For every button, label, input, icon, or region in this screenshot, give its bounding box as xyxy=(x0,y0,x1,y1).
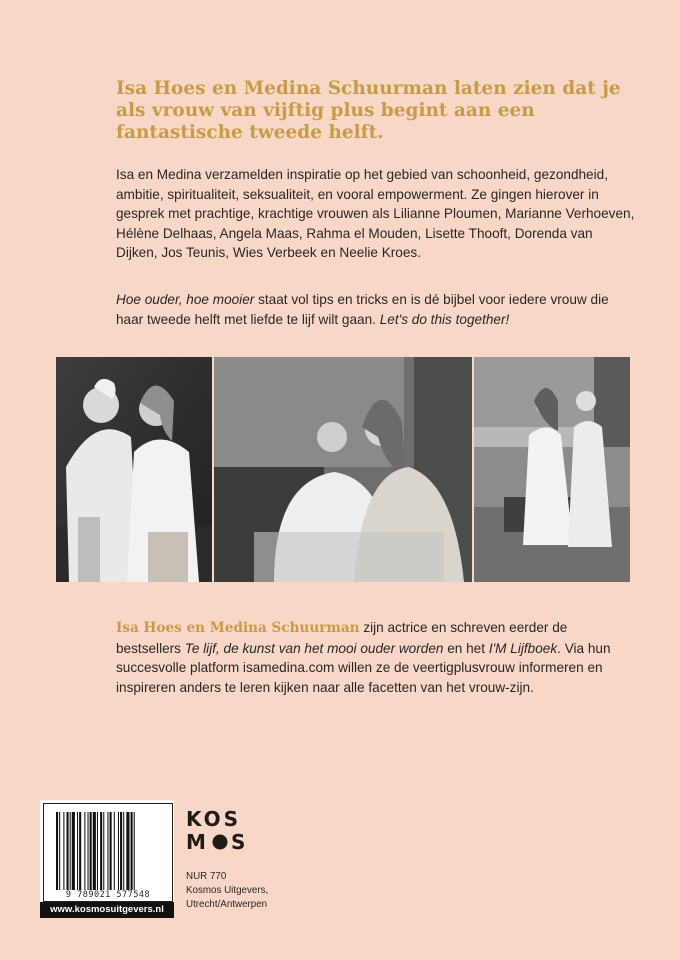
logo-line2-left: M xyxy=(186,830,206,851)
bio-part2: en het xyxy=(443,640,489,656)
barcode-bar xyxy=(79,812,81,890)
bio-part1: zijn actrice en schreven eerder de bestsellers xyxy=(116,620,568,656)
barcode-block xyxy=(40,800,174,918)
publisher-url: www.kosmosuitgevers.nl xyxy=(40,902,174,918)
publisher-city: Utrecht/Antwerpen xyxy=(186,898,268,910)
previous-book-2: I'M Lijfboek xyxy=(488,640,558,656)
barcode-bar xyxy=(107,812,108,890)
photo-strip xyxy=(56,357,630,582)
barcode-bar xyxy=(77,812,78,890)
barcode-bar xyxy=(59,812,60,890)
logo-line1: KOS xyxy=(186,807,242,831)
barcode-bar xyxy=(63,812,64,890)
barcode-bar xyxy=(84,812,85,890)
barcode-bar xyxy=(70,812,71,890)
quote-paragraph xyxy=(116,290,636,329)
barcode-bar xyxy=(131,812,133,890)
barcode-bar xyxy=(126,812,129,890)
intro-paragraph: Isa en Medina verzamelden inspiratie op het gebied van schoonheid, gezondheid, ambitie, spiritualiteit, seksualiteit, en vooral empowerment. Ze gingen hierover in gesprek met prachtige, krachtige vrouwen als Lilianne Ploumen, Marianne Verhoeven, Hélène Delhaas, Angela Maas, Rahma el Mouden, Lisette Thooft, Dorenda van Dijken, Jos Teunis, Wies Verbeek en Neelie Kroes. xyxy=(116,167,635,260)
barcode-bar xyxy=(90,812,92,890)
kosmos-logo xyxy=(186,807,256,851)
headline: Isa Hoes en Medina Schuurman laten zien dat je als vrouw van vijftig plus begint aan een fantastische tweede helft. xyxy=(116,78,621,143)
barcode-bar xyxy=(118,812,119,890)
barcode-bar xyxy=(103,812,104,890)
barcode-bar xyxy=(120,812,122,890)
barcode-frame xyxy=(43,803,173,902)
barcode-bar xyxy=(100,812,102,890)
bio-part3: . Via hun succesvolle platform isamedina.com willen ze de veertigplusvrouw informeren en inspireren anders te leren kijken naar alle facetten van het vrouw-zijn. xyxy=(116,640,611,695)
logo-dot xyxy=(213,835,228,850)
author-photo-left xyxy=(56,357,212,582)
barcode-bar xyxy=(134,812,135,890)
author-names: Isa Hoes en Medina Schuurman xyxy=(116,620,360,636)
barcode-bar xyxy=(67,812,69,890)
previous-book-1: Te lijf, de kunst van het mooi ouder worden xyxy=(184,640,444,656)
publisher-info xyxy=(186,870,346,911)
barcode-bar xyxy=(56,812,58,890)
barcode-bar xyxy=(72,812,75,890)
barcode-bars xyxy=(56,812,162,890)
author-photo-middle xyxy=(214,357,472,582)
publisher-name: Kosmos Uitgevers, xyxy=(186,884,269,896)
quote-closing: Let's do this together! xyxy=(379,311,510,327)
barcode-bar xyxy=(88,812,89,890)
logo-line2-right: S xyxy=(231,830,246,851)
quote-middle: staat vol tips en tricks en is dé bijbel voor iedere vrouw die haar tweede helft met liefde te lijf wilt gaan. xyxy=(116,292,609,327)
barcode-bar xyxy=(93,812,96,890)
barcode-bar xyxy=(123,812,124,890)
isbn-digits: 9 789021 577548 xyxy=(65,890,151,900)
bio-paragraph xyxy=(116,618,636,697)
author-photo-right xyxy=(474,357,630,582)
barcode-bar xyxy=(114,812,115,890)
barcode-bar xyxy=(110,812,112,890)
nur-code: NUR 770 xyxy=(186,871,227,882)
book-title: Hoe ouder, hoe mooier xyxy=(116,292,255,307)
barcode-bar xyxy=(97,812,98,890)
